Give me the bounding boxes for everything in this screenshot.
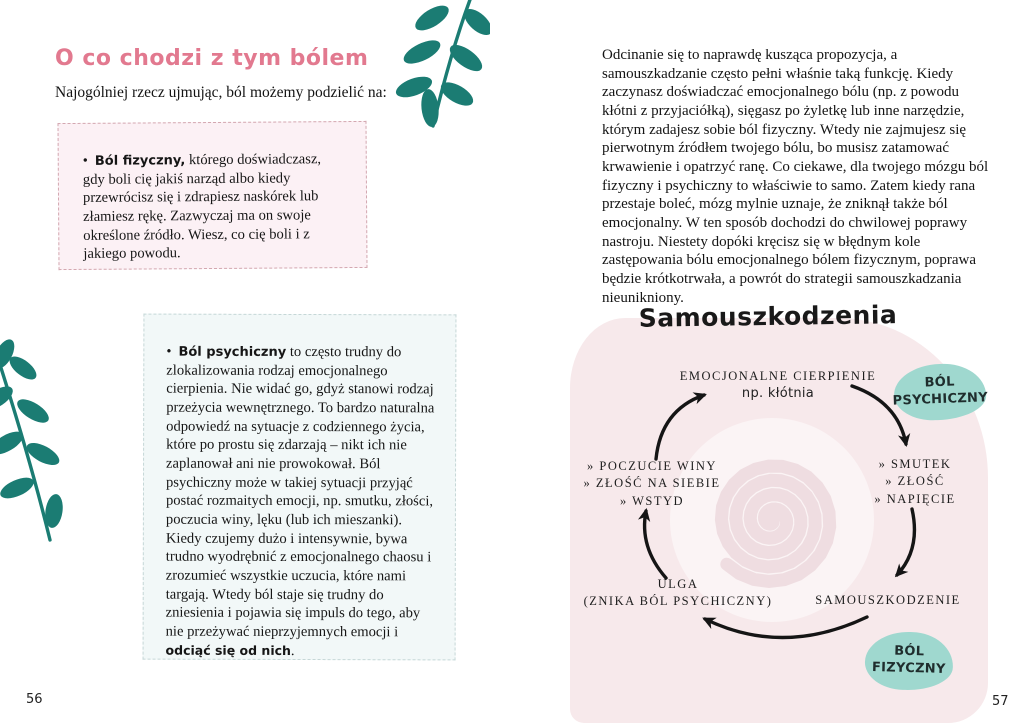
badge-bol-fizyczny: BÓL FIZYCZNY	[864, 631, 953, 691]
cycle-arrows-and-spiral	[568, 298, 1024, 723]
stage-relief-sub: (ZNIKA BÓL PSYCHICZNY)	[583, 594, 773, 609]
physical-pain-box	[57, 121, 367, 270]
list-item: » WSTYD	[619, 493, 685, 508]
leaf-sprig-top-icon	[372, 0, 490, 128]
psychic-pain-box	[143, 314, 457, 661]
page-number-left: 56	[26, 692, 43, 707]
stage-emotional-suffering-label: EMOCJONALNE CIERPIENIE	[679, 369, 877, 383]
list-item: » POCZUCIE WINY	[587, 459, 717, 473]
arrow-relief-to-suffering	[656, 395, 704, 459]
diagram-title: Samouszkodzenia	[638, 300, 898, 333]
stage-emotional-suffering-sub: np. kłótnia	[741, 386, 815, 402]
stage-relief	[568, 576, 788, 611]
stage-selfharm: SAMOUSZKODZENIE	[815, 593, 961, 607]
bullet-icon: •	[82, 152, 88, 169]
list-item: » SMUTEK	[878, 457, 952, 471]
list-item: » ZŁOŚĆ	[885, 474, 945, 489]
list-item: » NAPIĘCIE	[874, 491, 956, 506]
bullet-icon: •	[166, 343, 172, 360]
stage-emotions-list	[845, 456, 985, 508]
leaf-sprig-left-icon	[0, 336, 72, 544]
psychic-pain-emphasis: odciąć się od nich	[165, 642, 291, 658]
page-title: O co chodzi z tym bólem	[55, 46, 369, 71]
physical-pain-text	[83, 150, 341, 264]
stage-relief-label: ULGA	[657, 577, 699, 591]
arrow-relief-to-guilt	[645, 511, 666, 578]
body-paragraph: Odcinanie się to naprawdę kusząca propozycja, a samouszkadzanie często pełni właśnie taką funkcję. Kiedy zaczynasz doświadczać emocjonalnego bólu (np. z powodu kłótni z przyjaciółką), sięgasz po żyletkę lub inne narzędzie, którym zadajesz sobie ból fizyczny. Wtedy nie zajmujesz się pierwotnym źródłem twojego bólu, bo musisz zatamować krwawienie i opatrzyć ranę. Co ciekawe, dla twojego mózgu ból fizyczny i psychiczny to właściwie to samo. Zatem kiedy rana przestaje boleć, mózg mylnie uznaje, że zniknął także ból emocjonalny. W ten sposób dochodzi do chwilowej poprawy nastroju. Niestety dopóki kręcisz się w błędnym kole zastępowania bólu emocjonalnego bólem fizycznym, poprawa będzie krótkotrwała, a powrót do strategii samouszkadzania nieunikniony.	[602, 47, 989, 306]
badge-bol-psychiczny: BÓL PSYCHICZNY	[893, 362, 987, 421]
psychic-pain-term: Ból psychiczny	[178, 344, 287, 360]
intro-text: Najogólniej rzecz ujmując, ból możemy podzielić na:	[55, 84, 387, 101]
spiral-icon	[721, 466, 829, 581]
period: .	[290, 642, 295, 659]
psychic-pain-text	[166, 343, 436, 661]
list-item: » ZŁOŚĆ NA SIEBIE	[583, 476, 721, 491]
stage-guilt-list	[577, 458, 727, 510]
stage-emotional-suffering	[648, 368, 908, 403]
physical-pain-term: Ból fizyczny,	[94, 153, 186, 169]
self-harm-cycle-diagram	[568, 298, 1024, 723]
page-number-right: 57	[992, 694, 1009, 709]
arrow-emotions-to-selfharm	[897, 509, 914, 575]
psychic-pain-body: to często trudny do zlokalizowania rodzaj emocjonalnego cierpienia. Nie widać go, gdyż stanowi rodzaj przeżycia wewnętrznego. To bardzo naturalna odpowiedź na sytuacje z codziennego życia, które po prostu się zdarzają – nikt ich nie zaplanował ani nie prowokował. Ból psychiczny może w takiej sytuacji przyjąć postać rozmaitych emocji, np. smutku, złości, poczucia winy, lęku (lub ich mieszanki). Kiedy czujemy dużo i intensywnie, bywa trudno wyodrębnić z emocjonalnego chaosu i zrozumieć wszystkie uczucia, które nami targają. Wtedy ból staje się trudny do zniesienia i pojawia się impuls do tego, aby nie przeżywać nieprzyjemnych emocji i	[165, 343, 435, 641]
physical-pain-body: którego doświadczasz, gdy boli cię jakiś narząd albo kiedy przewrócisz się i zdrapiesz naskórek lub złamiesz rękę. Zazwyczaj ma on swoje określone źródło. Wiesz, co cię boli i z jakiego powodu.	[82, 151, 322, 263]
